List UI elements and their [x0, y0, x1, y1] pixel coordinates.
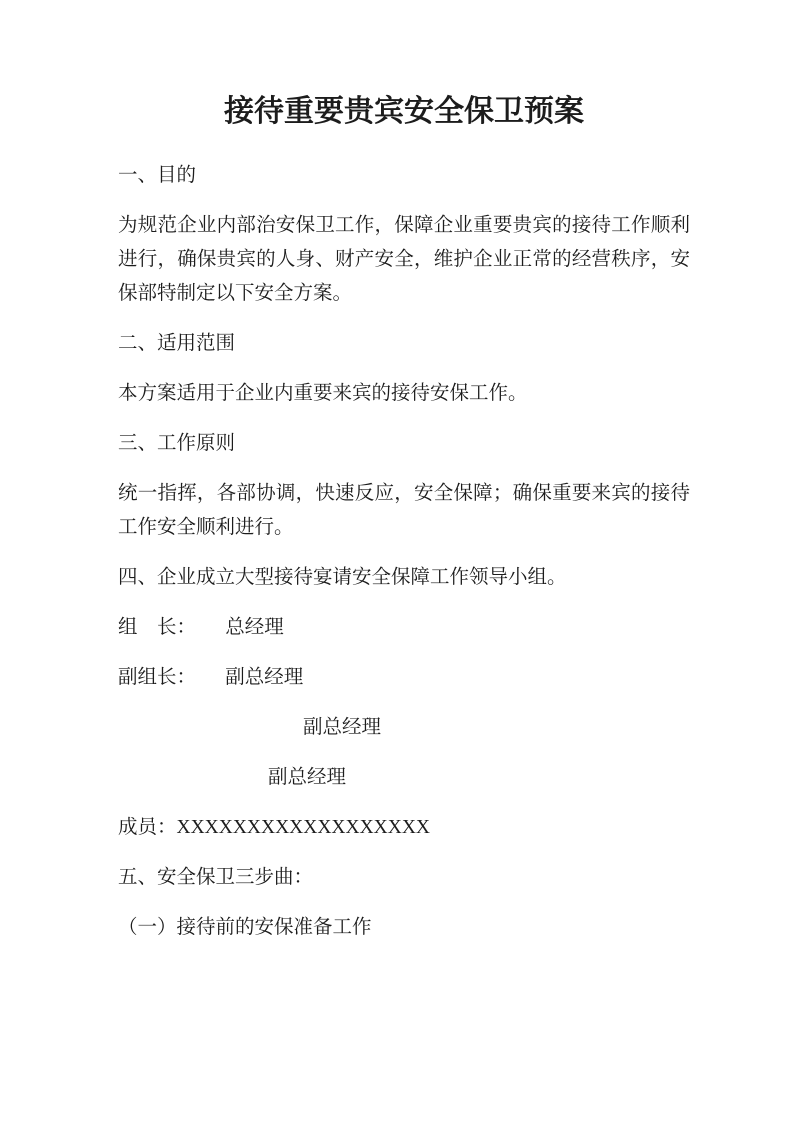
document-title: 接待重要贵宾安全保卫预案: [224, 95, 584, 128]
section-5-heading: 五、安全保卫三步曲：: [118, 867, 314, 888]
members-line: 成员：XXXXXXXXXXXXXXXXXX: [118, 817, 430, 838]
section-1-body: 为规范企业内部治安保卫工作，保障企业重要贵宾的接待工作顺利进行，确保贵宾的人身、财产安全，维护企业正常的经营秩序，安保部特制定以下安全方案。: [118, 215, 690, 304]
section-4-heading: 四、企业成立大型接待宴请安全保障工作领导小组。: [118, 567, 567, 588]
section-5-sub-1-heading: （一）接待前的安保准备工作: [118, 917, 372, 938]
section-3-heading: 三、工作原则: [118, 433, 236, 454]
deputy-gm-line-1: 副总经理: [303, 717, 382, 738]
deputy-leader-line: 副组长： 副总经理: [118, 667, 304, 688]
section-3-body: 统一指挥，各部协调，快速反应，安全保障；确保重要来宾的接待工作安全顺利进行。: [118, 483, 690, 538]
deputy-gm-line-2: 副总经理: [268, 767, 347, 788]
section-1-heading: 一、目的: [118, 165, 197, 186]
group-leader-line: 组 长： 总经理: [118, 617, 284, 638]
section-2-body: 本方案适用于企业内重要来宾的接待安保工作。: [118, 383, 528, 404]
section-2-heading: 二、适用范围: [118, 333, 236, 354]
